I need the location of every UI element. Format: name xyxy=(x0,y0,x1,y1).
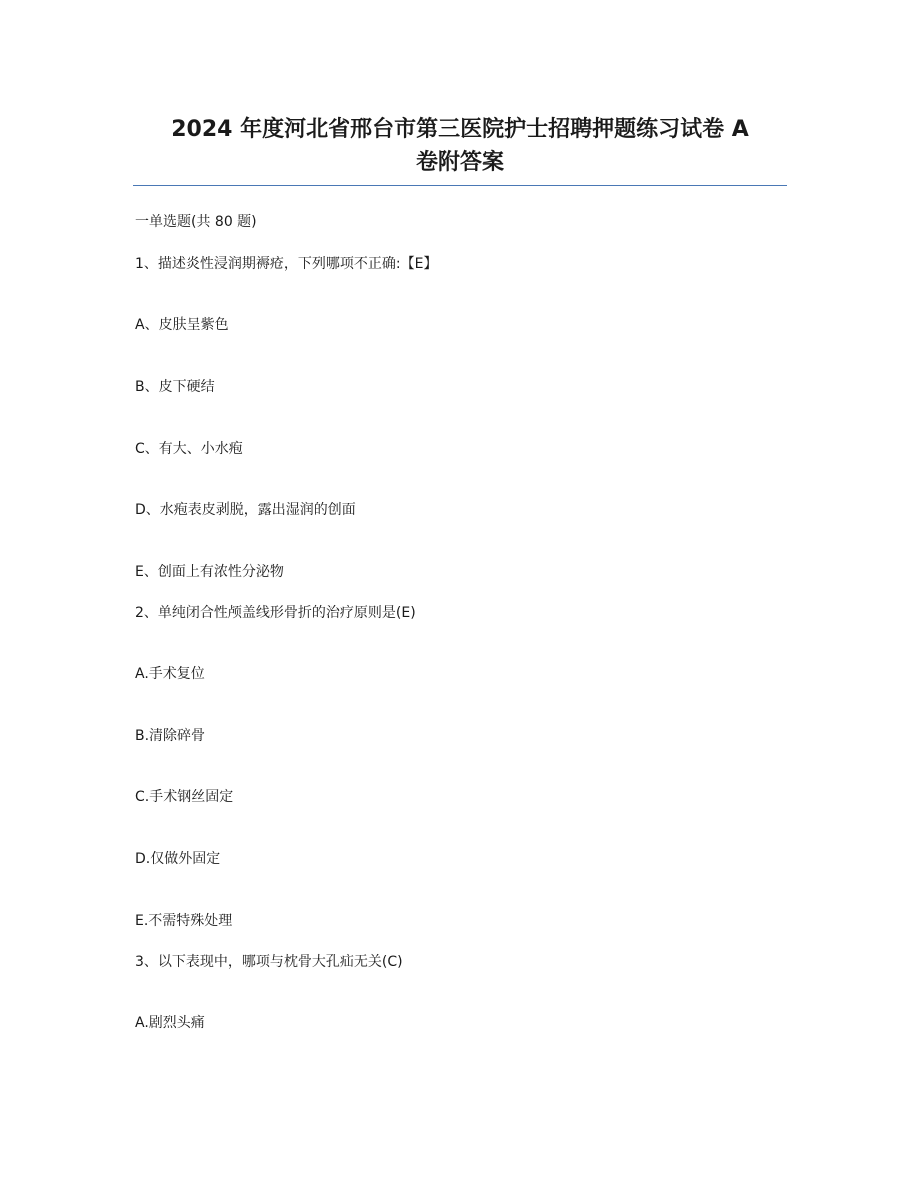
question-1-stem: 1、描述炎性浸润期褥疮，下列哪项不正确:【E】 xyxy=(135,256,438,272)
question-2-stem: 2、单纯闭合性颅盖线形骨折的治疗原则是(E) xyxy=(135,605,416,621)
title-line-1: 2024 年度河北省邢台市第三医院护士招聘押题练习试卷 A xyxy=(171,117,749,142)
question-2-option-d: D.仅做外固定 xyxy=(135,851,221,867)
title-divider xyxy=(133,185,787,186)
question-3-stem: 3、以下表现中，哪项与枕骨大孔疝无关(C) xyxy=(135,954,403,970)
question-2-option-b: B.清除碎骨 xyxy=(135,728,206,744)
question-2-option-a: A.手术复位 xyxy=(135,666,205,682)
question-2-option-c: C.手术钢丝固定 xyxy=(135,789,234,805)
title-line-2: 卷附答案 xyxy=(415,150,504,175)
question-1-option-d: D、水疱表皮剥脱，露出湿润的创面 xyxy=(135,502,356,518)
question-3-option-a: A.剧烈头痛 xyxy=(135,1015,205,1031)
question-1-option-b: B、皮下硬结 xyxy=(135,379,215,395)
question-1-option-c: C、有大、小水疱 xyxy=(135,441,243,457)
section-heading: 一单选题(共 80 题) xyxy=(135,214,257,230)
question-2-option-e: E.不需特殊处理 xyxy=(135,913,233,929)
question-1-option-a: A、皮肤呈紫色 xyxy=(135,317,229,333)
document-title xyxy=(120,113,800,179)
question-1-option-e: E、创面上有浓性分泌物 xyxy=(135,564,284,580)
